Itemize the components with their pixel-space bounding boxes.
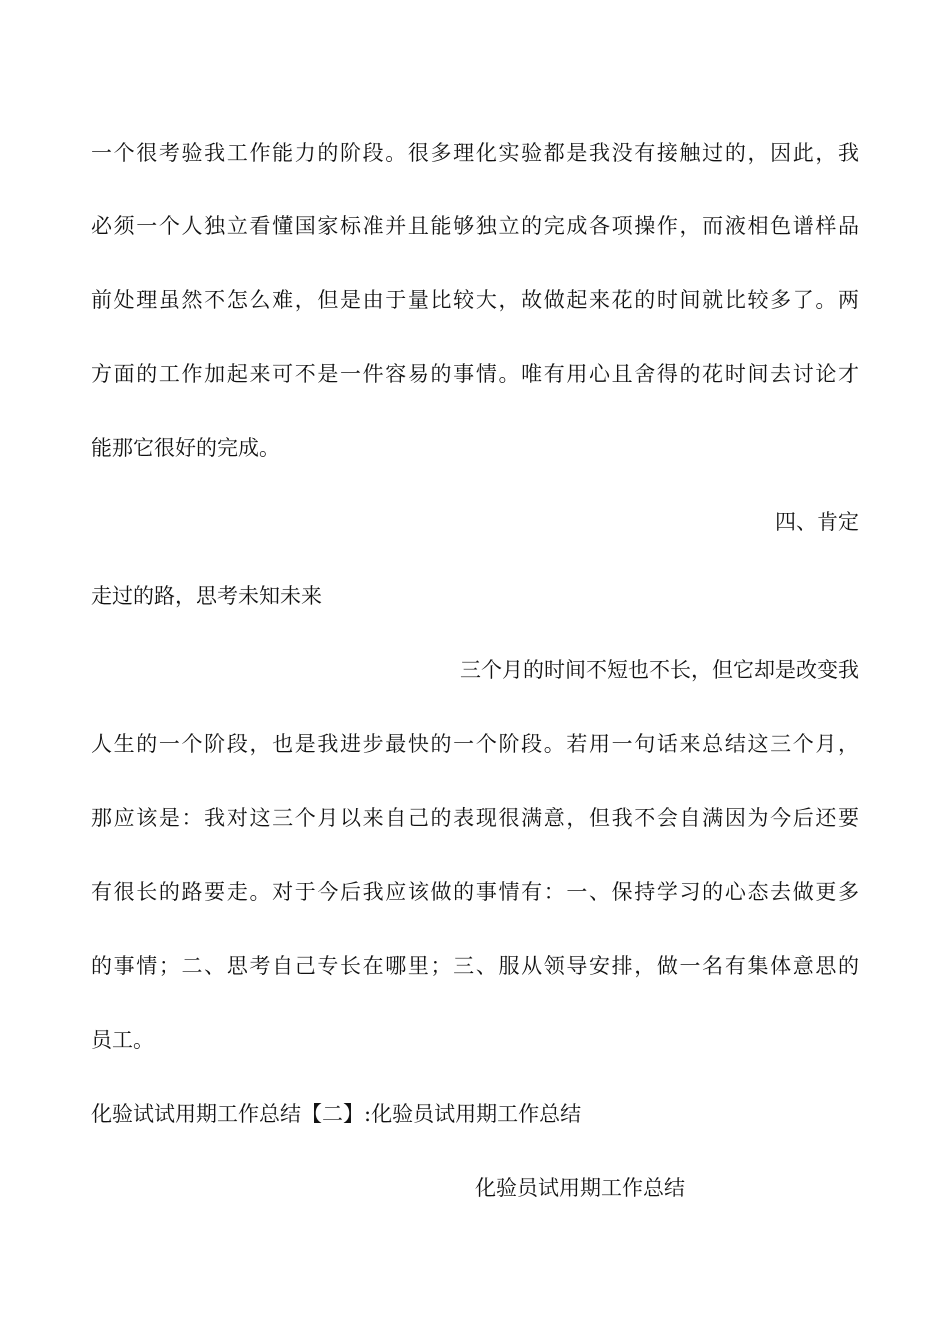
paragraph-line-10: 的事情；二、思考自己专长在哪里；三、服从领导安排，做一名有集体意思的: [91, 954, 859, 978]
paragraph-line-6: 三个月的时间不短也不长，但它却是改变我: [460, 658, 859, 682]
paragraph-line-1: 一个很考验我工作能力的阶段。很多理化实验都是我没有接触过的，因此，我: [91, 141, 859, 165]
section-heading-part-1: 四、肯定: [775, 510, 859, 534]
paragraph-line-7: 人生的一个阶段，也是我进步最快的一个阶段。若用一句话来总结这三个月，: [91, 732, 859, 756]
section-heading-part-2: 走过的路，思考未知未来: [91, 584, 322, 608]
subtitle: 化验员试用期工作总结: [475, 1176, 685, 1200]
section-title: 化验试试用期工作总结【二】:化验员试用期工作总结: [91, 1102, 582, 1126]
paragraph-line-8: 那应该是：我对这三个月以来自己的表现很满意，但我不会自满因为今后还要: [91, 806, 859, 830]
paragraph-line-2: 必须一个人独立看懂国家标准并且能够独立的完成各项操作，而液相色谱样品: [91, 214, 859, 238]
paragraph-line-5: 能那它很好的完成。: [91, 436, 280, 460]
paragraph-line-3: 前处理虽然不怎么难，但是由于量比较大，故做起来花的时间就比较多了。两: [91, 288, 859, 312]
paragraph-line-11: 员工。: [91, 1028, 154, 1052]
paragraph-line-4: 方面的工作加起来可不是一件容易的事情。唯有用心且舍得的花时间去讨论才: [91, 362, 859, 386]
paragraph-line-9: 有很长的路要走。对于今后我应该做的事情有：一、保持学习的心态去做更多: [91, 880, 859, 904]
